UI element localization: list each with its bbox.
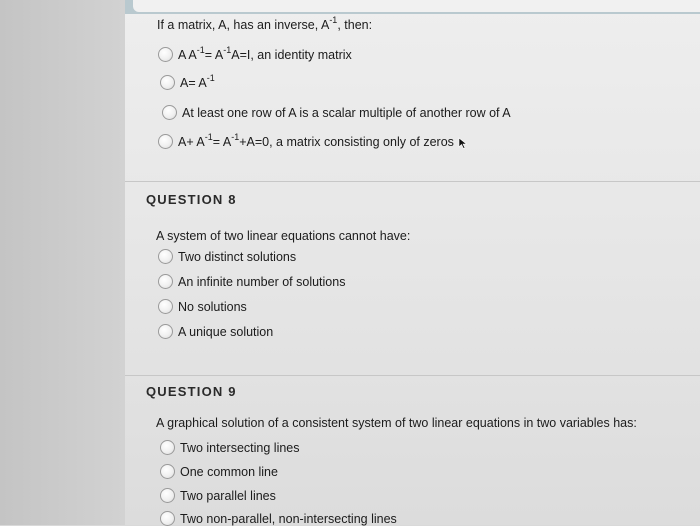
q9-option-3-label: Two parallel lines bbox=[180, 488, 276, 503]
radio-button[interactable] bbox=[160, 464, 175, 479]
divider bbox=[125, 375, 700, 376]
q7-option-3-label: At least one row of A is a scalar multiple of another row of A bbox=[182, 105, 511, 120]
q7-option-2[interactable] bbox=[160, 72, 215, 90]
q9-option-2-label: One common line bbox=[180, 464, 278, 479]
q7-option-2-label: $A= A^{-1}$ bbox=[180, 72, 215, 90]
q8-option-4-label: A unique solution bbox=[178, 324, 274, 339]
radio-button[interactable] bbox=[160, 75, 175, 90]
q8-option-1[interactable] bbox=[158, 249, 296, 264]
q9-option-1[interactable] bbox=[160, 440, 300, 455]
divider bbox=[125, 181, 700, 182]
radio-button[interactable] bbox=[160, 511, 175, 526]
q8-prompt: A system of two linear equations cannot have: bbox=[156, 229, 411, 243]
q8-option-3-label: No solutions bbox=[178, 299, 247, 314]
q9-option-2[interactable] bbox=[160, 464, 278, 479]
left-gutter bbox=[0, 0, 125, 525]
q7-option-4[interactable] bbox=[158, 131, 454, 149]
q9-option-4[interactable] bbox=[160, 511, 397, 526]
q8-option-3[interactable] bbox=[158, 299, 247, 314]
q8-option-4[interactable] bbox=[158, 324, 273, 339]
q7-option-3[interactable] bbox=[162, 105, 511, 120]
radio-button[interactable] bbox=[158, 47, 173, 62]
q7-prompt: If a matrix, A, has an inverse, $A^{-1}$, then: bbox=[157, 15, 373, 32]
q9-prompt: A graphical solution of a consistent system of two linear equations in two variables has: bbox=[156, 416, 637, 430]
radio-button[interactable] bbox=[158, 324, 173, 339]
q8-option-1-label: Two distinct solutions bbox=[178, 249, 297, 264]
q9-option-3[interactable] bbox=[160, 488, 276, 503]
radio-button[interactable] bbox=[158, 299, 173, 314]
q7-option-1-label: A $A^{-1}= A^{-1}A=I$, an identity matrix bbox=[178, 44, 352, 62]
radio-button[interactable] bbox=[160, 440, 175, 455]
q8-option-2-label: An infinite number of solutions bbox=[178, 274, 346, 289]
question-9-header: QUESTION 9 bbox=[146, 384, 237, 399]
radio-button[interactable] bbox=[158, 134, 173, 149]
q9-option-1-label: Two intersecting lines bbox=[180, 440, 300, 455]
q9-option-4-label: Two non-parallel, non-intersecting lines bbox=[180, 511, 397, 526]
q7-option-1[interactable] bbox=[158, 44, 352, 62]
mouse-cursor-icon bbox=[458, 137, 468, 149]
radio-button[interactable] bbox=[158, 274, 173, 289]
q8-option-2[interactable] bbox=[158, 274, 345, 289]
q7-option-4-label: $A+ A^{-1}= A^{-1}+A=0$, a matrix consisting only of zeros bbox=[178, 131, 454, 149]
radio-button[interactable] bbox=[160, 488, 175, 503]
quiz-page bbox=[125, 0, 700, 525]
top-band-panel bbox=[133, 0, 700, 12]
radio-button[interactable] bbox=[158, 249, 173, 264]
question-8-header: QUESTION 8 bbox=[146, 192, 237, 207]
radio-button[interactable] bbox=[162, 105, 177, 120]
